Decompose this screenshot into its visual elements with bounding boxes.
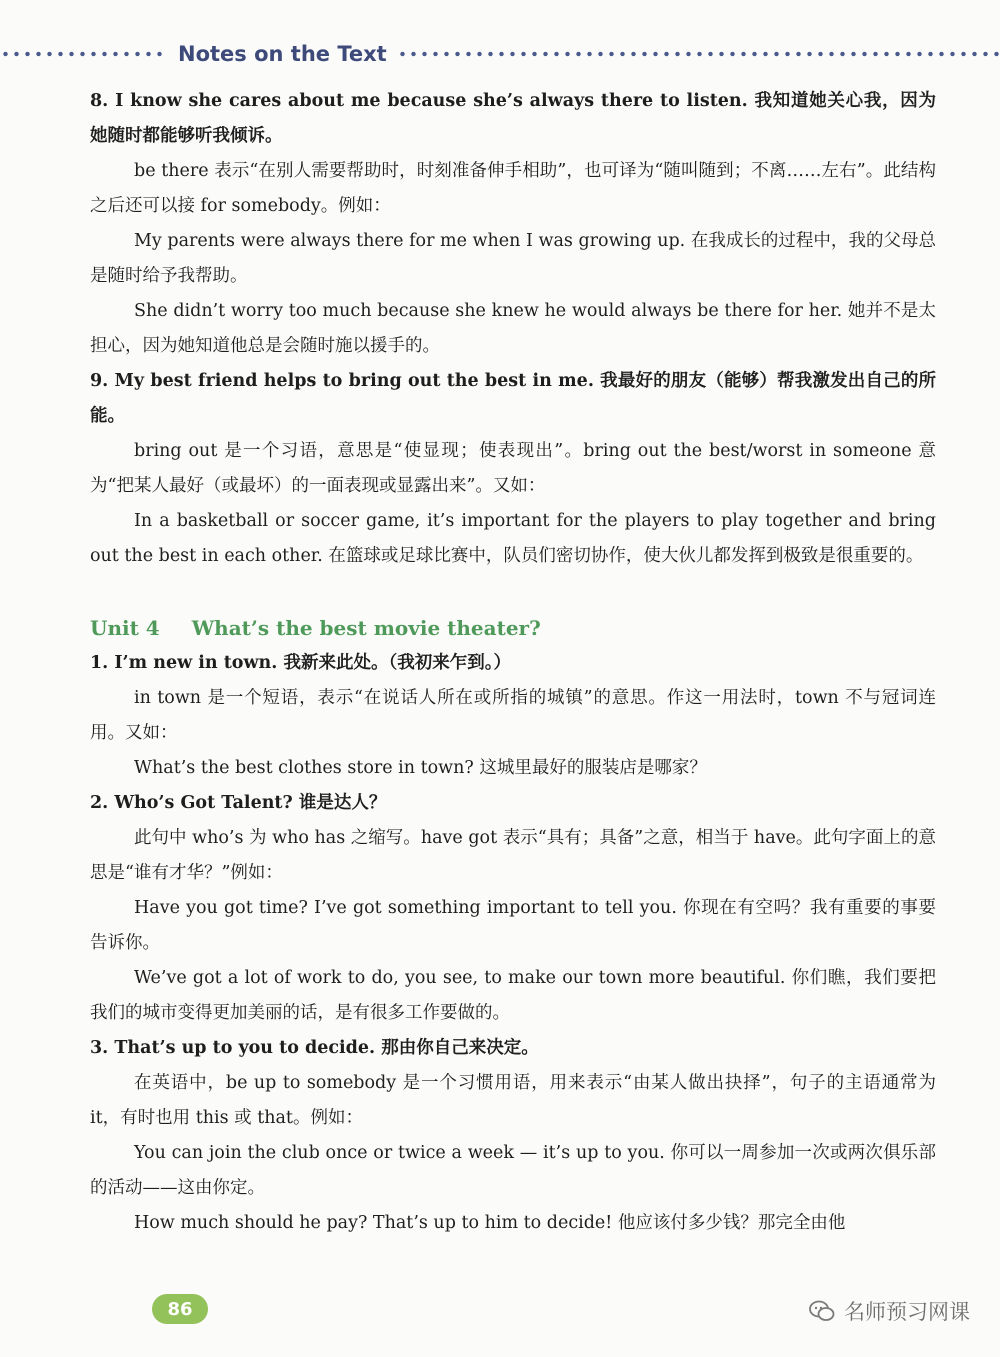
- explanation-paragraph: 在英语中，be up to somebody 是一个习惯用语，用来表示“由某人做出抉择”，句子的主语通常为 it，有时也用 this 或 that。例如：: [90, 1073, 936, 1128]
- unit-heading: [90, 610, 936, 646]
- explanation-paragraph: bring out 是一个习语，意思是“使显现；使表现出”。bring out the best/worst in someone 意为“把某人最好（或最坏）的一面表现或显露出来”。又如：: [90, 441, 936, 496]
- explanation-paragraph: in town 是一个短语，表示“在说话人所在或所指的城镇”的意思。作这一用法时，town 不与冠词连用。又如：: [90, 688, 936, 743]
- example-paragraph: You can join the club once or twice a week — it’s up to you. 你可以一周参加一次或两次俱乐部的活动——这由你定。: [90, 1143, 936, 1198]
- header-dots-left: [0, 51, 168, 57]
- explanation-paragraph: be there 表示“在别人需要帮助时，时刻准备伸手相助”，也可译为“随叫随到；不离……左右”。此结构之后还可以接 for somebody。例如：: [90, 161, 936, 216]
- explanation-paragraph: 此句中 who’s 为 who has 之缩写。have got 表示“具有；具备”之意，相当于 have。此句字面上的意思是“谁有才华？”例如：: [90, 828, 936, 883]
- header-dots-right: [397, 51, 1000, 57]
- example-paragraph: She didn’t worry too much because she knew he would always be there for her. 她并不是太担心，因为她知道他总是会随时施以援手的。: [90, 301, 936, 356]
- note-heading: 8. I know she cares about me because she’s always there to listen. 我知道她关心我，因为她随时都能够听我倾诉。: [90, 91, 936, 146]
- chat-bubble-icon: [808, 1299, 836, 1323]
- example-paragraph: We’ve got a lot of work to do, you see, to make our town more beautiful. 你们瞧，我们要把我们的城市变得更加美丽的话，是有很多工作要做的。: [90, 968, 936, 1023]
- example-paragraph: My parents were always there for me when I was growing up. 在我成长的过程中，我的父母总是随时给予我帮助。: [90, 231, 936, 286]
- unit-label: Unit 4: [90, 616, 160, 640]
- running-header: [0, 34, 1000, 74]
- watermark-text: 名师预习网课: [844, 1300, 970, 1324]
- page-number: 86: [152, 1294, 208, 1324]
- unit-title: What’s the best movie theater?: [191, 616, 541, 640]
- note-heading: 9. My best friend helps to bring out the best in me. 我最好的朋友（能够）帮我激发出自己的所能。: [90, 371, 936, 426]
- example-paragraph: What’s the best clothes store in town? 这城里最好的服装店是哪家？: [134, 758, 707, 778]
- page-content: [90, 84, 936, 1241]
- example-paragraph: How much should he pay? That’s up to him to decide! 他应该付多少钱？那完全由他: [134, 1213, 846, 1233]
- header-title: Notes on the Text: [178, 42, 387, 66]
- note-heading: 2. Who’s Got Talent? 谁是达人？: [90, 793, 387, 813]
- watermark: [808, 1296, 970, 1326]
- note-heading: 1. I’m new in town. 我新来此处。（我初来乍到。）: [90, 653, 511, 673]
- example-paragraph: In a basketball or soccer game, it’s important for the players to play together and bring out the best in each other. 在篮球或足球比赛中，队员们密切协作，使大伙儿都发挥到极致是很重要的。: [90, 511, 936, 566]
- note-heading: 3. That’s up to you to decide. 那由你自己来决定。: [90, 1038, 539, 1058]
- example-paragraph: Have you got time? I’ve got something important to tell you. 你现在有空吗？我有重要的事要告诉你。: [90, 898, 936, 953]
